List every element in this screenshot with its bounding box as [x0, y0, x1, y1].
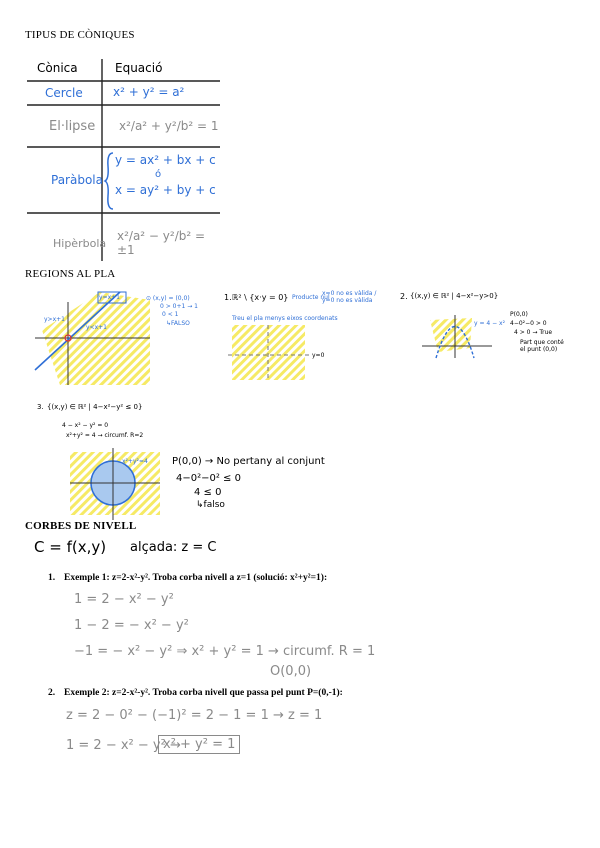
r1-set: ℝ² \ {x·y = 0}	[232, 293, 289, 302]
r2-note-5: el punt (0,0)	[520, 346, 558, 353]
header-conica: Cònica	[37, 61, 78, 75]
r2-note-1: P(0,0)	[510, 311, 528, 318]
conic-eq-ellipse: x²/a² + y²/b² = 1	[119, 119, 219, 133]
r0-below-label: y<x+1	[86, 324, 107, 331]
conic-name-hyperbola: Hipèrbola	[53, 237, 107, 250]
conic-name-ellipse: El·lipse	[49, 119, 96, 134]
conic-name-parabola: Paràbola	[51, 173, 103, 187]
ex1-number: 1.	[48, 573, 56, 583]
conic-eq-circle: x² + y² = a²	[113, 85, 185, 99]
r3-note-2: x²+y² = 4 → circumf. R=2	[66, 432, 144, 439]
r2-note-2: 4−0²−0 > 0	[510, 320, 547, 327]
ex2-number: 2.	[48, 688, 56, 698]
conic-eq-parabola-2: x = ay² + by + c	[115, 183, 216, 197]
r1-note-2: x=0 no es vàlida / y=0 no es vàlida	[322, 290, 377, 304]
conics-table	[25, 55, 220, 263]
ex1-step-4: O(0,0)	[270, 664, 312, 679]
ex1-step-1: 1 = 2 − x² − y²	[74, 592, 174, 607]
r0-line-label: y>x+1	[44, 316, 65, 323]
conic-name-circle: Cercle	[45, 86, 83, 100]
parabola-brace	[105, 151, 115, 211]
r2-note-4: Part que conté	[520, 339, 564, 346]
levels-intro-c: C = f(x,y)	[34, 538, 107, 556]
r3-rhs-1: P(0,0) → No pertany al conjunt	[172, 456, 325, 467]
ex1-text: Exemple 1: z=2-x²-y². Troba corba nivell a z=1 (solució: x²+y²=1):	[64, 573, 328, 583]
r2-curve-label: y = 4 − x²	[474, 320, 506, 327]
levels-intro-height: alçada: z = C	[130, 540, 217, 555]
r3-rhs-4: ↳falso	[196, 500, 225, 510]
conic-eq-parabola-1: y = ax² + bx + c	[115, 153, 216, 167]
r0-note-4: ↳FALSO	[166, 320, 190, 327]
ex2-text: Exemple 2: z=2-x²-y². Troba corba nivell que passa pel punt P=(0,-1):	[64, 688, 343, 698]
ex2-result-box: x² + y² = 1	[158, 735, 240, 754]
r3-note-1: 4 − x² − y² = 0	[62, 422, 109, 429]
ex1-step-3: −1 = − x² − y² ⇒ x² + y² = 1 → circumf. R = 1	[74, 644, 376, 659]
ex2-step-2: 1 = 2 − x² − y² →	[66, 738, 181, 753]
r0-note-1: ⊙ (x,y) = (0,0)	[146, 295, 190, 302]
r2-number: 2.	[400, 292, 408, 301]
r3-number: 3.	[37, 403, 44, 411]
header-equacio: Equació	[115, 61, 163, 75]
r1-note-3: Treu el pla menys eixos coordenats	[232, 315, 338, 322]
r3-rhs-3: 4 ≤ 0	[194, 487, 222, 498]
section-title-regions: REGIONS AL PLA	[25, 268, 116, 280]
section-title-conics: TIPUS DE CÒNIQUES	[25, 29, 135, 41]
r3-rhs-2: 4−0²−0² ≤ 0	[176, 473, 241, 484]
r0-box-label: y=x+1	[99, 294, 120, 301]
r0-note-3: 0 < 1	[162, 311, 179, 318]
r3-circle-label: x²+y²=4	[122, 458, 148, 465]
conic-eq-hyperbola: x²/a² − y²/b² = ±1	[117, 229, 206, 257]
r1-number: 1.	[224, 293, 232, 302]
section-title-levels: CORBES DE NIVELL	[25, 520, 137, 532]
r2-note-3: 4 > 0 → True	[514, 329, 553, 336]
r2-set: {(x,y) ∈ ℝ² | 4−x²−y>0}	[410, 292, 499, 300]
r1-axis-label: y=0	[312, 352, 325, 359]
ex1-step-2: 1 − 2 = − x² − y²	[74, 618, 189, 633]
r3-set: {(x,y) ∈ ℝ² | 4−x²−y² ≤ 0}	[47, 403, 143, 411]
conic-eq-parabola-or: ó	[155, 169, 162, 180]
r1-note-1: Producte nul	[292, 294, 330, 301]
r0-note-2: 0 > 0+1 → 1	[160, 303, 198, 310]
ex2-step-1: z = 2 − 0² − (−1)² = 2 − 1 = 1 → z = 1	[66, 708, 323, 723]
